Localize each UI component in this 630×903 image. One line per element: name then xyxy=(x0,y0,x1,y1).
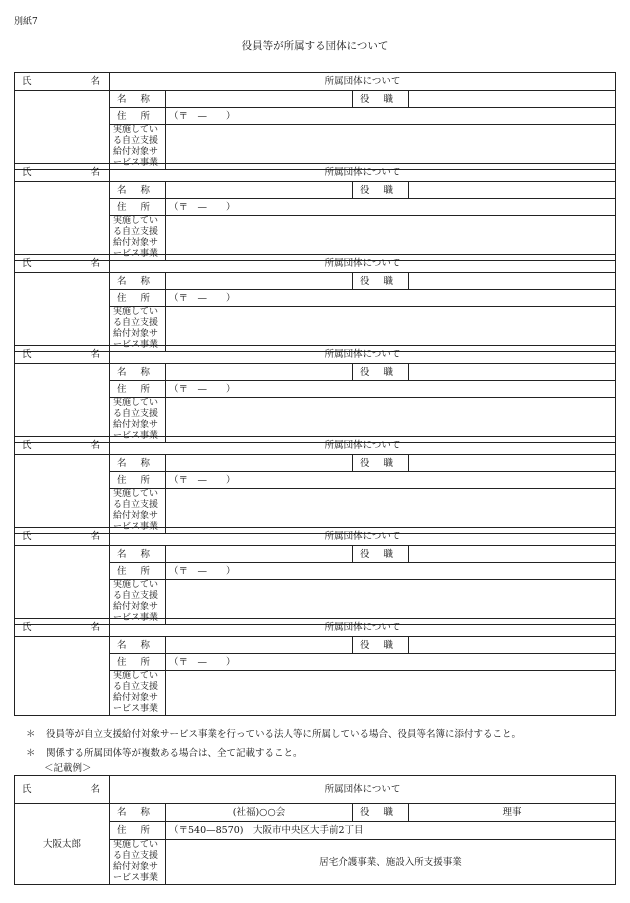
note-text: 役員等が自立支援給付対象サービス事業を行っている法人等に所属している場合、役員等名簿に添付すること。 xyxy=(46,729,522,740)
address-label: 住 所 xyxy=(110,472,166,489)
person-name-cell: 大阪太郎 xyxy=(15,804,110,885)
sample-entry-table xyxy=(14,775,616,885)
name-label-left: 氏 xyxy=(22,349,32,360)
name-label-right: 名 xyxy=(90,76,100,87)
address-cell: （〒540—8570) 大阪市中央区大手前2丁目 xyxy=(166,822,616,840)
name-header-cell xyxy=(15,437,110,455)
org-name-cell[interactable] xyxy=(166,91,353,108)
address-cell[interactable]: （〒 — ） xyxy=(166,654,616,671)
role-cell[interactable] xyxy=(409,637,616,654)
service-label: 実施している自立支援 給付対象サービス事業 xyxy=(110,307,166,352)
affiliation-header: 所属団体について xyxy=(110,346,616,364)
org-name-label: 名 称 xyxy=(110,364,166,381)
person-name-cell[interactable] xyxy=(15,455,110,534)
note-1 xyxy=(26,726,521,740)
service-label: 実施している自立支援 給付対象サービス事業 xyxy=(110,398,166,443)
affiliation-header: 所属団体について xyxy=(110,437,616,455)
entry-table xyxy=(14,254,616,352)
affiliation-header: 所属団体について xyxy=(110,528,616,546)
note-mark: ＊ xyxy=(26,729,36,740)
service-cell: 居宅介護事業、施設入所支援事業 xyxy=(166,840,616,885)
org-name-cell[interactable] xyxy=(166,546,353,563)
address-label: 住 所 xyxy=(110,563,166,580)
address-cell[interactable]: （〒 — ） xyxy=(166,108,616,125)
person-name-cell[interactable] xyxy=(15,637,110,716)
entry-table xyxy=(14,436,616,534)
name-header-cell xyxy=(15,619,110,637)
person-name-cell[interactable] xyxy=(15,91,110,170)
name-header-cell xyxy=(15,528,110,546)
address-label: 住 所 xyxy=(110,199,166,216)
address-label: 住 所 xyxy=(110,290,166,307)
address-cell[interactable]: （〒 — ） xyxy=(166,199,616,216)
org-name-cell[interactable] xyxy=(166,455,353,472)
org-name-label: 名 称 xyxy=(110,804,166,822)
affiliation-header: 所属団体について xyxy=(110,255,616,273)
name-label-right: 名 xyxy=(90,531,100,542)
service-label: 実施している自立支援 給付対象サービス事業 xyxy=(110,125,166,170)
address-cell[interactable]: （〒 — ） xyxy=(166,381,616,398)
address-cell[interactable]: （〒 — ） xyxy=(166,472,616,489)
org-name-label: 名 称 xyxy=(110,546,166,563)
address-label: 住 所 xyxy=(110,822,166,840)
role-cell[interactable] xyxy=(409,455,616,472)
org-name-cell[interactable] xyxy=(166,273,353,290)
org-name-label: 名 称 xyxy=(110,91,166,108)
sample-label: ＜記載例＞ xyxy=(44,763,92,774)
role-label: 役 職 xyxy=(353,182,409,199)
person-name-cell[interactable] xyxy=(15,182,110,261)
person-name-cell[interactable] xyxy=(15,546,110,625)
role-cell[interactable] xyxy=(409,273,616,290)
name-label-right: 名 xyxy=(90,258,100,269)
affiliation-header: 所属団体について xyxy=(110,164,616,182)
affiliation-header: 所属団体について xyxy=(110,776,616,804)
affiliation-header: 所属団体について xyxy=(110,73,616,91)
service-label: 実施している自立支援 給付対象サービス事業 xyxy=(110,671,166,716)
org-name-label: 名 称 xyxy=(110,637,166,654)
service-label: 実施している自立支援 給付対象サービス事業 xyxy=(110,580,166,625)
role-cell[interactable] xyxy=(409,546,616,563)
name-label-left: 氏 xyxy=(22,784,32,795)
affiliation-header: 所属団体について xyxy=(110,619,616,637)
entry-table xyxy=(14,345,616,443)
service-label: 実施している自立支援 給付対象サービス事業 xyxy=(110,489,166,534)
name-label-left: 氏 xyxy=(22,167,32,178)
org-name-label: 名 称 xyxy=(110,273,166,290)
name-header-cell xyxy=(15,255,110,273)
entry-table xyxy=(14,163,616,261)
role-label: 役 職 xyxy=(353,804,409,822)
address-cell[interactable]: （〒 — ） xyxy=(166,563,616,580)
service-label: 実施している自立支援 給付対象サービス事業 xyxy=(110,840,166,885)
org-name-label: 名 称 xyxy=(110,182,166,199)
entry-table xyxy=(14,72,616,170)
role-label: 役 職 xyxy=(353,91,409,108)
name-label-right: 名 xyxy=(90,440,100,451)
name-label-right: 名 xyxy=(90,784,100,795)
org-name-cell[interactable] xyxy=(166,182,353,199)
role-label: 役 職 xyxy=(353,364,409,381)
role-cell[interactable] xyxy=(409,182,616,199)
name-header-cell xyxy=(15,346,110,364)
person-name-cell[interactable] xyxy=(15,273,110,352)
address-label: 住 所 xyxy=(110,654,166,671)
note-mark: ＊ xyxy=(26,748,36,759)
entry-table xyxy=(14,618,616,716)
role-cell[interactable] xyxy=(409,91,616,108)
role-label: 役 職 xyxy=(353,637,409,654)
role-label: 役 職 xyxy=(353,455,409,472)
name-label-left: 氏 xyxy=(22,440,32,451)
name-label-left: 氏 xyxy=(22,531,32,542)
org-name-cell[interactable] xyxy=(166,637,353,654)
note-text: 関係する所属団体等が複数ある場合は、全て記載すること。 xyxy=(46,748,303,759)
service-label: 実施している自立支援 給付対象サービス事業 xyxy=(110,216,166,261)
note-2 xyxy=(26,745,303,759)
service-cell[interactable] xyxy=(166,671,616,716)
form-number: 別紙7 xyxy=(14,17,38,27)
address-label: 住 所 xyxy=(110,381,166,398)
address-cell[interactable]: （〒 — ） xyxy=(166,290,616,307)
role-label: 役 職 xyxy=(353,273,409,290)
role-label: 役 職 xyxy=(353,546,409,563)
name-label-right: 名 xyxy=(90,622,100,633)
name-header-cell xyxy=(15,776,110,804)
role-cell: 理事 xyxy=(409,804,616,822)
entry-table xyxy=(14,527,616,625)
name-label-right: 名 xyxy=(90,349,100,360)
org-name-label: 名 称 xyxy=(110,455,166,472)
name-header-cell xyxy=(15,73,110,91)
name-label-left: 氏 xyxy=(22,258,32,269)
name-label-right: 名 xyxy=(90,167,100,178)
name-label-left: 氏 xyxy=(22,76,32,87)
person-name-cell[interactable] xyxy=(15,364,110,443)
address-label: 住 所 xyxy=(110,108,166,125)
org-name-cell: (社福)○○会 xyxy=(166,804,353,822)
document-title: 役員等が所属する団体について xyxy=(241,40,389,52)
role-cell[interactable] xyxy=(409,364,616,381)
org-name-cell[interactable] xyxy=(166,364,353,381)
name-label-left: 氏 xyxy=(22,622,32,633)
name-header-cell xyxy=(15,164,110,182)
